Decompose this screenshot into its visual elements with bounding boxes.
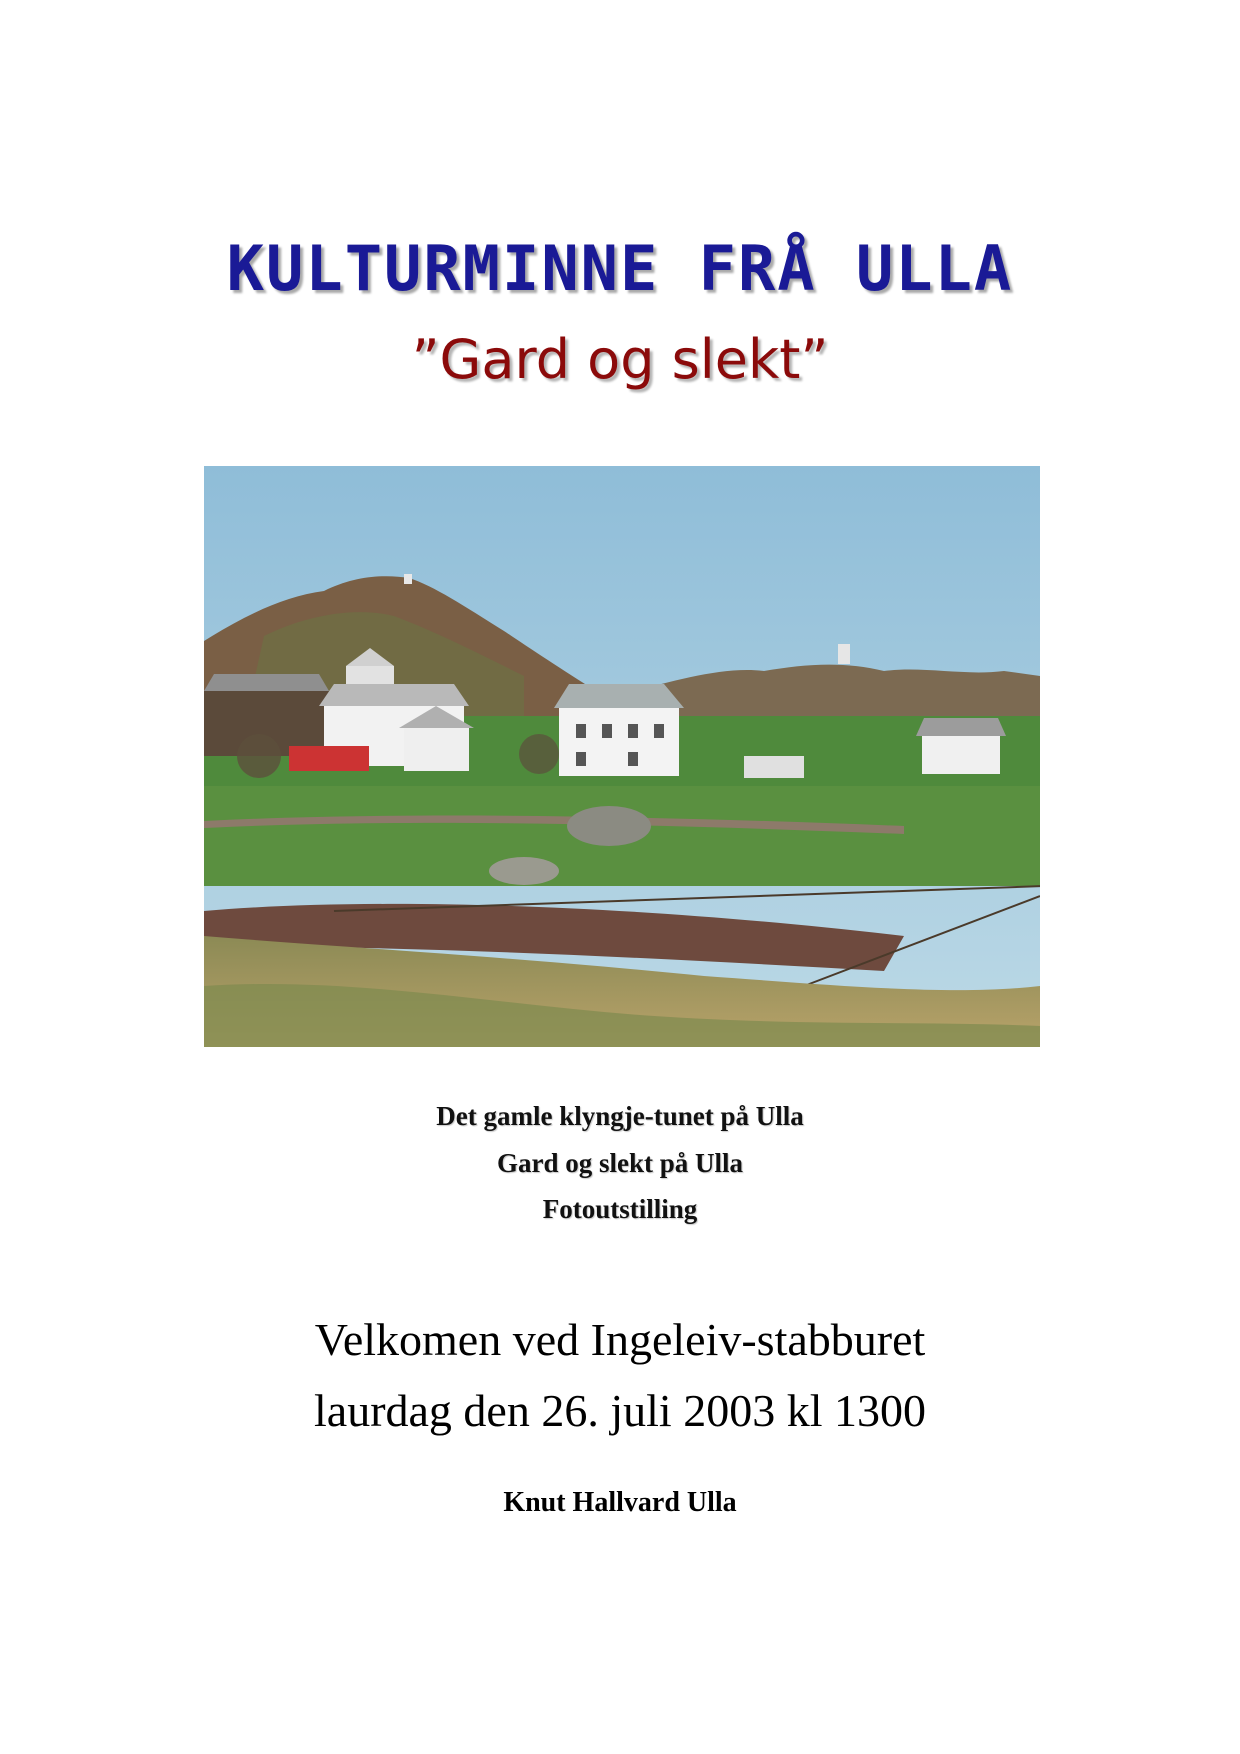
welcome-line: Velkomen ved Ingeleiv-stabburet bbox=[314, 1314, 926, 1365]
info-line: Fotoutstilling bbox=[542, 1194, 698, 1224]
farm-landscape-photo bbox=[204, 466, 1040, 1047]
info-line: Det gamle klyngje-tunet på Ulla bbox=[436, 1101, 804, 1131]
info-line: Gard og slekt på Ulla bbox=[496, 1148, 744, 1178]
author-name: Knut Hallvard Ulla bbox=[503, 1487, 737, 1518]
event-date-line: laurdag den 26. juli 2003 kl 1300 bbox=[314, 1385, 926, 1436]
page-subtitle: ”Gard og slekt” bbox=[411, 328, 829, 391]
page-title: KULTURMINNE FRÅ ULLA bbox=[226, 232, 1014, 305]
